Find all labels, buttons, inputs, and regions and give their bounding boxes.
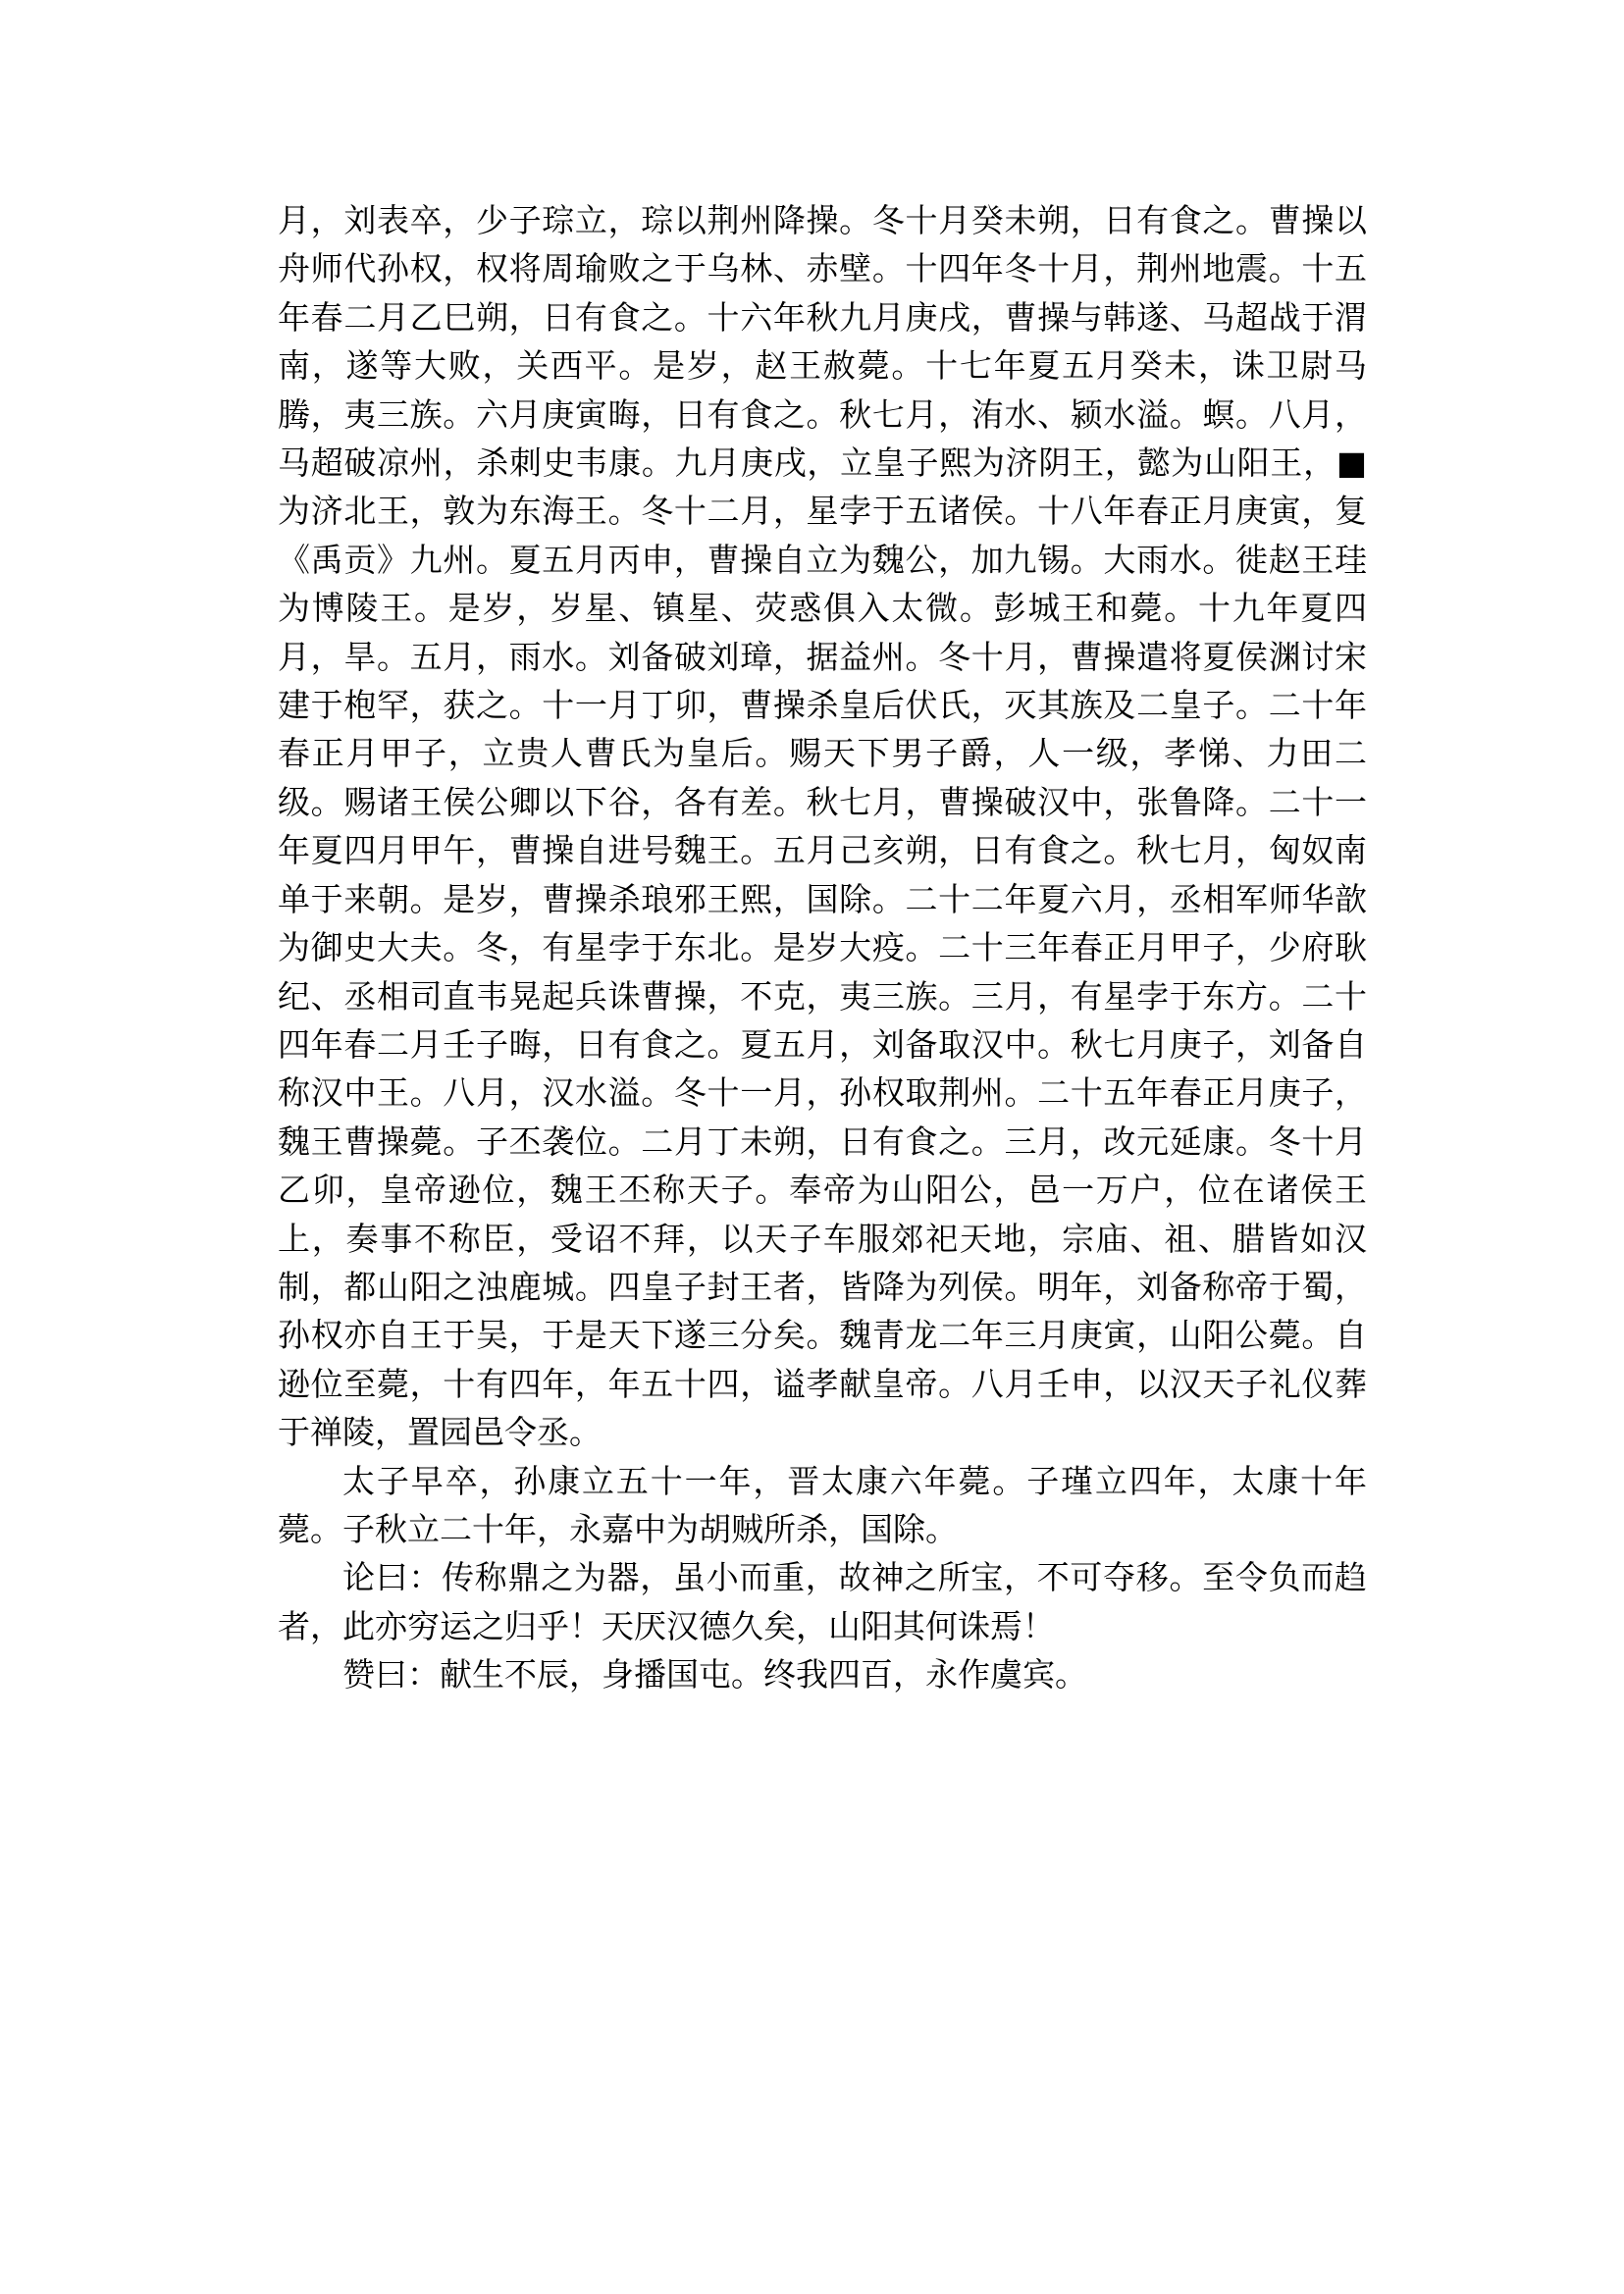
- document-page: [278, 196, 1367, 1699]
- commentary-paragraph: 论曰：传称鼎之为器，虽小而重，故神之所宝，不可夺移。至令负而趋者，此亦穷运之归乎！天厌汉德久矣，山阳其何诛焉！: [278, 1558, 1367, 1645]
- eulogy-paragraph: 赞曰：献生不辰，身播国屯。终我四百，永作虞宾。: [342, 1655, 1087, 1694]
- body-paragraph: 月，刘表卒，少子琮立，琮以荆州降操。冬十月癸未朔，日有食之。曹操以舟师代孙权，权将周瑜败之于乌林、赤壁。十四年冬十月，荆州地震。十五年春二月乙巳朔，日有食之。十六年秋九月庚戌，曹操与韩遂、马超战于渭南，遂等大败，关西平。是岁，赵王赦薨。十七年夏五月癸未，诛卫尉马腾，夷三族。六月庚寅晦，日有食之。秋七月，洧水、颍水溢。螟。八月，马超破凉州，杀刺史韦康。九月庚戌，立皇子熙为济阴王，懿为山阳王，■为济北王，敦为东海王。冬十二月，星孛于五诸侯。十八年春正月庚寅，复《禹贡》九州。夏五月丙申，曹操自立为魏公，加九锡。大雨水。徙赵王珪为博陵王。是岁，岁星、镇星、荧惑俱入太微。彭城王和薨。十九年夏四月，旱。五月，雨水。刘备破刘璋，据益州。冬十月，曹操遣将夏侯渊讨宋建于枹罕，获之。十一月丁卯，曹操杀皇后伏氏，灭其族及二皇子。二十年春正月甲子，立贵人曹氏为皇后。赐天下男子爵，人一级，孝悌、力田二级。赐诸王侯公卿以下谷，各有差。秋七月，曹操破汉中，张鲁降。二十一年夏四月甲午，曹操自进号魏王。五月己亥朔，日有食之。秋七月，匈奴南单于来朝。是岁，曹操杀琅邪王熙，国除。二十二年夏六月，丞相军师华歆为御史大夫。冬，有星孛于东北。是岁大疫。二十三年春正月甲子，少府耿纪、丞相司直韦晃起兵诛曹操，不克，夷三族。三月，有星孛于东方。二十四年春二月壬子晦，日有食之。夏五月，刘备取汉中。秋七月庚子，刘备自称汉中王。八月，汉水溢。冬十一月，孙权取荆州。二十五年春正月庚子，魏王曹操薨。子丕袭位。二月丁未朔，日有食之。三月，改元延康。冬十月乙卯，皇帝逊位，魏王丕称天子。奉帝为山阳公，邑一万户，位在诸侯王上，奏事不称臣，受诏不拜，以天子车服郊祀天地，宗庙、祖、腊皆如汉制，都山阳之浊鹿城。四皇子封王者，皆降为列侯。明年，刘备称帝于蜀，孙权亦自王于吴，于是天下遂三分矣。魏青龙二年三月庚寅，山阳公薨。自逊位至薨，十有四年，年五十四，谥孝献皇帝。八月壬申，以汉天子礼仪葬于禅陵，置园邑令丞。: [278, 201, 1367, 1452]
- body-paragraph: 太子早卒，孙康立五十一年，晋太康六年薨。子瑾立四年，太康十年薨。子秋立二十年，永嘉中为胡贼所杀，国除。: [278, 1461, 1367, 1548]
